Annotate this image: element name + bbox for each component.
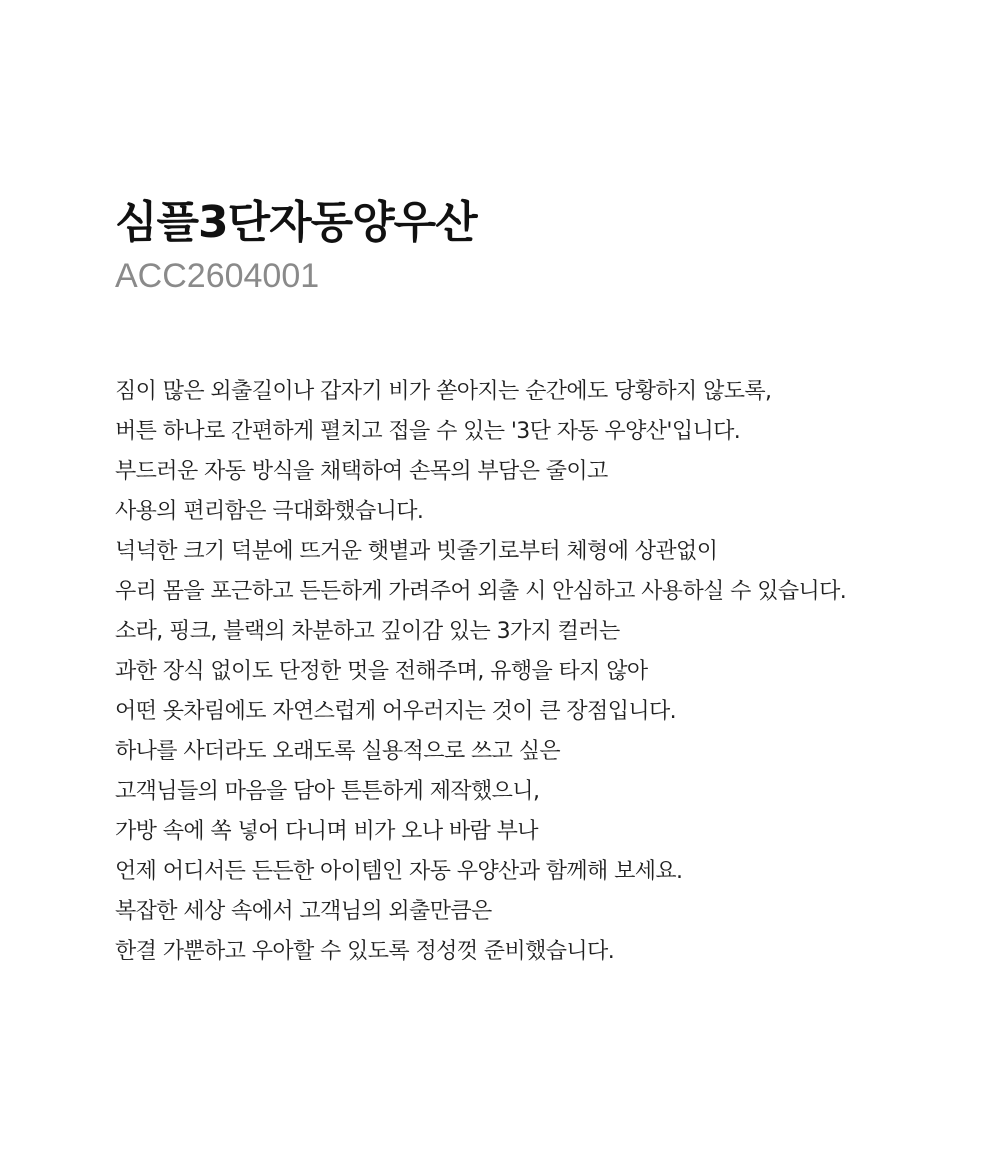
description-line: 복잡한 세상 속에서 고객님의 외출만큼은 bbox=[115, 899, 492, 924]
description-line: 하나를 사더라도 오래도록 실용적으로 쓰고 싶은 bbox=[115, 739, 561, 764]
description-line: 사용의 편리함은 극대화했습니다. bbox=[115, 499, 424, 524]
product-code: ACC2604001 bbox=[115, 257, 320, 295]
description-line: 한결 가뿐하고 우아할 수 있도록 정성껏 준비했습니다. bbox=[115, 939, 615, 964]
description-line: 부드러운 자동 방식을 채택하여 손목의 부담은 줄이고 bbox=[115, 459, 608, 484]
description-line: 소라, 핑크, 블랙의 차분하고 깊이감 있는 3가지 컬러는 bbox=[115, 619, 620, 644]
description-line: 우리 몸을 포근하고 든든하게 가려주어 외출 시 안심하고 사용하실 수 있습니다. bbox=[115, 579, 847, 604]
description-line: 언제 어디서든 든든한 아이템인 자동 우양산과 함께해 보세요. bbox=[115, 859, 683, 884]
description-line: 어떤 옷차림에도 자연스럽게 어우러지는 것이 큰 장점입니다. bbox=[115, 699, 677, 724]
description-line: 짐이 많은 외출길이나 갑자기 비가 쏟아지는 순간에도 당황하지 않도록, bbox=[115, 379, 772, 404]
description-line: 고객님들의 마음을 담아 튼튼하게 제작했으니, bbox=[115, 779, 540, 804]
product-title: 심플3단자동양우산 bbox=[115, 197, 477, 248]
description-line: 버튼 하나로 간편하게 펼치고 접을 수 있는 '3단 자동 우양산'입니다. bbox=[115, 419, 741, 444]
description-line: 넉넉한 크기 덕분에 뜨거운 햇볕과 빗줄기로부터 체형에 상관없이 bbox=[115, 539, 718, 564]
description-line: 가방 속에 쏙 넣어 다니며 비가 오나 바람 부나 bbox=[115, 819, 538, 844]
product-description bbox=[115, 372, 985, 972]
description-line: 과한 장식 없이도 단정한 멋을 전해주며, 유행을 타지 않아 bbox=[115, 659, 648, 684]
product-header bbox=[115, 193, 477, 299]
